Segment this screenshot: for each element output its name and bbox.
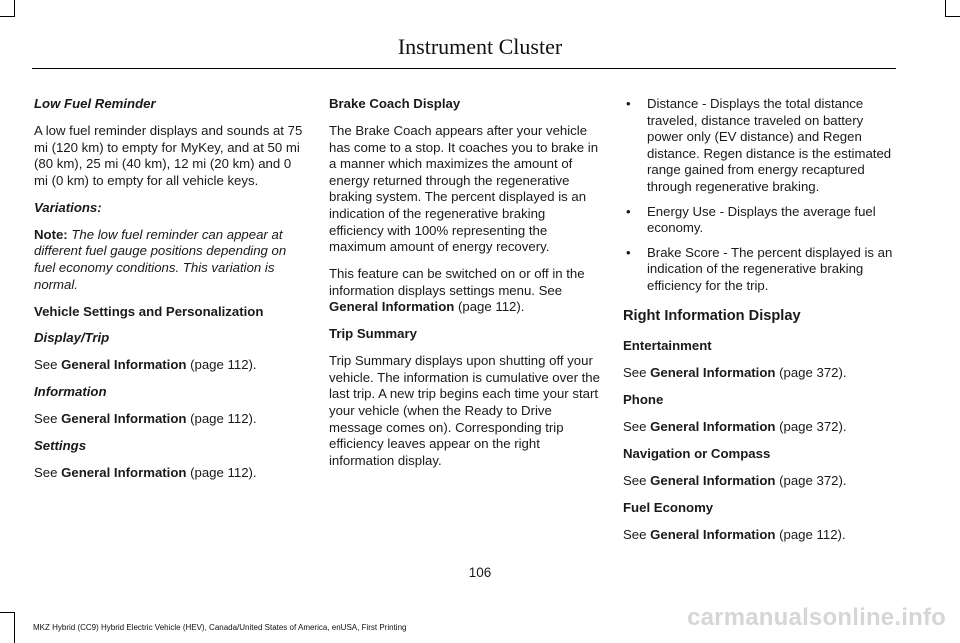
brake-coach-heading: Brake Coach Display	[329, 96, 461, 111]
crop-mark-bottom-left-v	[14, 612, 15, 643]
brake-coach-paragraph: The Brake Coach appears after your vehicle has come to a stop. It coaches you to brake in a manner which maximizes the amount of energy returned through the regenerative braking system. The percent displayed is an indication of the regenerative braking efficiency with 100% representing the maximum amount of energy recovery.	[329, 122, 599, 255]
general-information-link[interactable]: General Information	[650, 527, 776, 543]
header-divider	[32, 68, 896, 69]
entertainment-reference	[623, 365, 898, 382]
page-number: 106	[468, 565, 492, 580]
list-item	[623, 96, 898, 196]
general-information-link[interactable]: General Information	[329, 299, 455, 315]
phone-heading: Phone	[623, 392, 664, 408]
list-item	[623, 245, 898, 295]
note-label: Note:	[34, 226, 68, 242]
watermark: carmanualsonline.info	[687, 604, 946, 631]
list-item	[623, 204, 898, 237]
column-right	[623, 96, 898, 554]
footer-text: MKZ Hybrid (CC9) Hybrid Electric Vehicle (HEV), Canada/United States of America, enUSA, First Printing	[33, 623, 407, 632]
vehicle-settings-heading: Vehicle Settings and Personalization	[34, 303, 264, 319]
trip-summary-list	[623, 96, 898, 295]
low-fuel-heading: Low Fuel Reminder	[34, 96, 156, 111]
see-text: See	[34, 357, 62, 373]
page-reference: (page 112).	[454, 299, 525, 315]
bullet-icon: •	[626, 244, 631, 260]
information-reference	[34, 411, 308, 428]
page-reference: (page 112).	[186, 411, 257, 427]
crop-mark-top-right-h	[945, 16, 960, 17]
list-item-text: Brake Score - The percent displayed is an indication of the regenerative braking efficiency for the trip.	[647, 244, 893, 293]
page-reference: (page 372).	[775, 365, 847, 381]
column-left	[34, 96, 308, 492]
settings-reference	[34, 465, 308, 482]
right-information-display-heading: Right Information Display	[623, 307, 801, 324]
low-fuel-paragraph: A low fuel reminder displays and sounds at 75 mi (120 km) to empty for MyKey, and at 50 mi (80 km), 25 mi (40 km), 12 mi (20 km) and 0 mi (0 km) to empty for all vehicle keys.	[34, 122, 303, 188]
phone-reference	[623, 419, 898, 436]
see-text: See	[34, 465, 62, 481]
entertainment-heading: Entertainment	[623, 338, 712, 354]
information-heading: Information	[34, 384, 107, 400]
note-paragraph	[34, 227, 308, 293]
page-reference: (page 112).	[186, 357, 257, 373]
general-information-link[interactable]: General Information	[650, 473, 776, 489]
see-text: See	[623, 419, 651, 435]
see-text: See	[623, 527, 651, 543]
bullet-icon: •	[626, 203, 631, 219]
general-information-link[interactable]: General Information	[650, 419, 776, 435]
page-reference: (page 112).	[186, 465, 257, 481]
fuel-economy-reference	[623, 527, 898, 544]
settings-heading: Settings	[34, 438, 87, 454]
fuel-economy-heading: Fuel Economy	[623, 500, 714, 516]
see-text: See	[623, 473, 651, 489]
list-item-text: Distance - Displays the total distance traveled, distance traveled on battery power only (EV distance) and Regen distance. Regen distance is the estimated range gained from energy recaptured through regenerative braking.	[647, 96, 892, 194]
page-title: Instrument Cluster	[397, 34, 563, 59]
feature-paragraph	[329, 266, 603, 316]
crop-mark-top-right-v	[945, 0, 946, 16]
page-reference: (page 112).	[775, 527, 846, 543]
page-reference: (page 372).	[775, 473, 847, 489]
see-text: See	[34, 411, 62, 427]
trip-summary-heading: Trip Summary	[329, 326, 417, 342]
see-text: See	[623, 365, 651, 381]
general-information-link[interactable]: General Information	[61, 411, 187, 427]
general-information-link[interactable]: General Information	[650, 365, 776, 381]
display-trip-heading: Display/Trip	[34, 330, 110, 346]
display-trip-reference	[34, 357, 308, 374]
note-text: The low fuel reminder can appear at different fuel gauge positions depending on fuel economy conditions. This variation is normal.	[34, 226, 287, 292]
feature-text: This feature can be switched on or off in the information displays settings menu. See	[329, 266, 585, 298]
crop-mark-bottom-left-h	[0, 612, 15, 613]
crop-mark-top-left-v	[14, 0, 15, 16]
variations-heading: Variations:	[34, 199, 102, 215]
trip-summary-paragraph: Trip Summary displays upon shutting off your vehicle. The information is cumulative over the last trip. A new trip begins each time your start your vehicle (when the Ready to Drive message comes on). Corresponding trip efficiency leaves appear on the right information display.	[329, 353, 600, 468]
column-middle	[329, 96, 603, 480]
navigation-compass-heading: Navigation or Compass	[623, 446, 771, 462]
navigation-reference	[623, 473, 898, 490]
list-item-text: Energy Use - Displays the average fuel economy.	[647, 203, 876, 236]
bullet-icon: •	[626, 96, 631, 111]
page-reference: (page 372).	[775, 419, 847, 435]
crop-mark-top-left-h	[0, 16, 15, 17]
general-information-link[interactable]: General Information	[61, 357, 187, 373]
general-information-link[interactable]: General Information	[61, 465, 187, 481]
